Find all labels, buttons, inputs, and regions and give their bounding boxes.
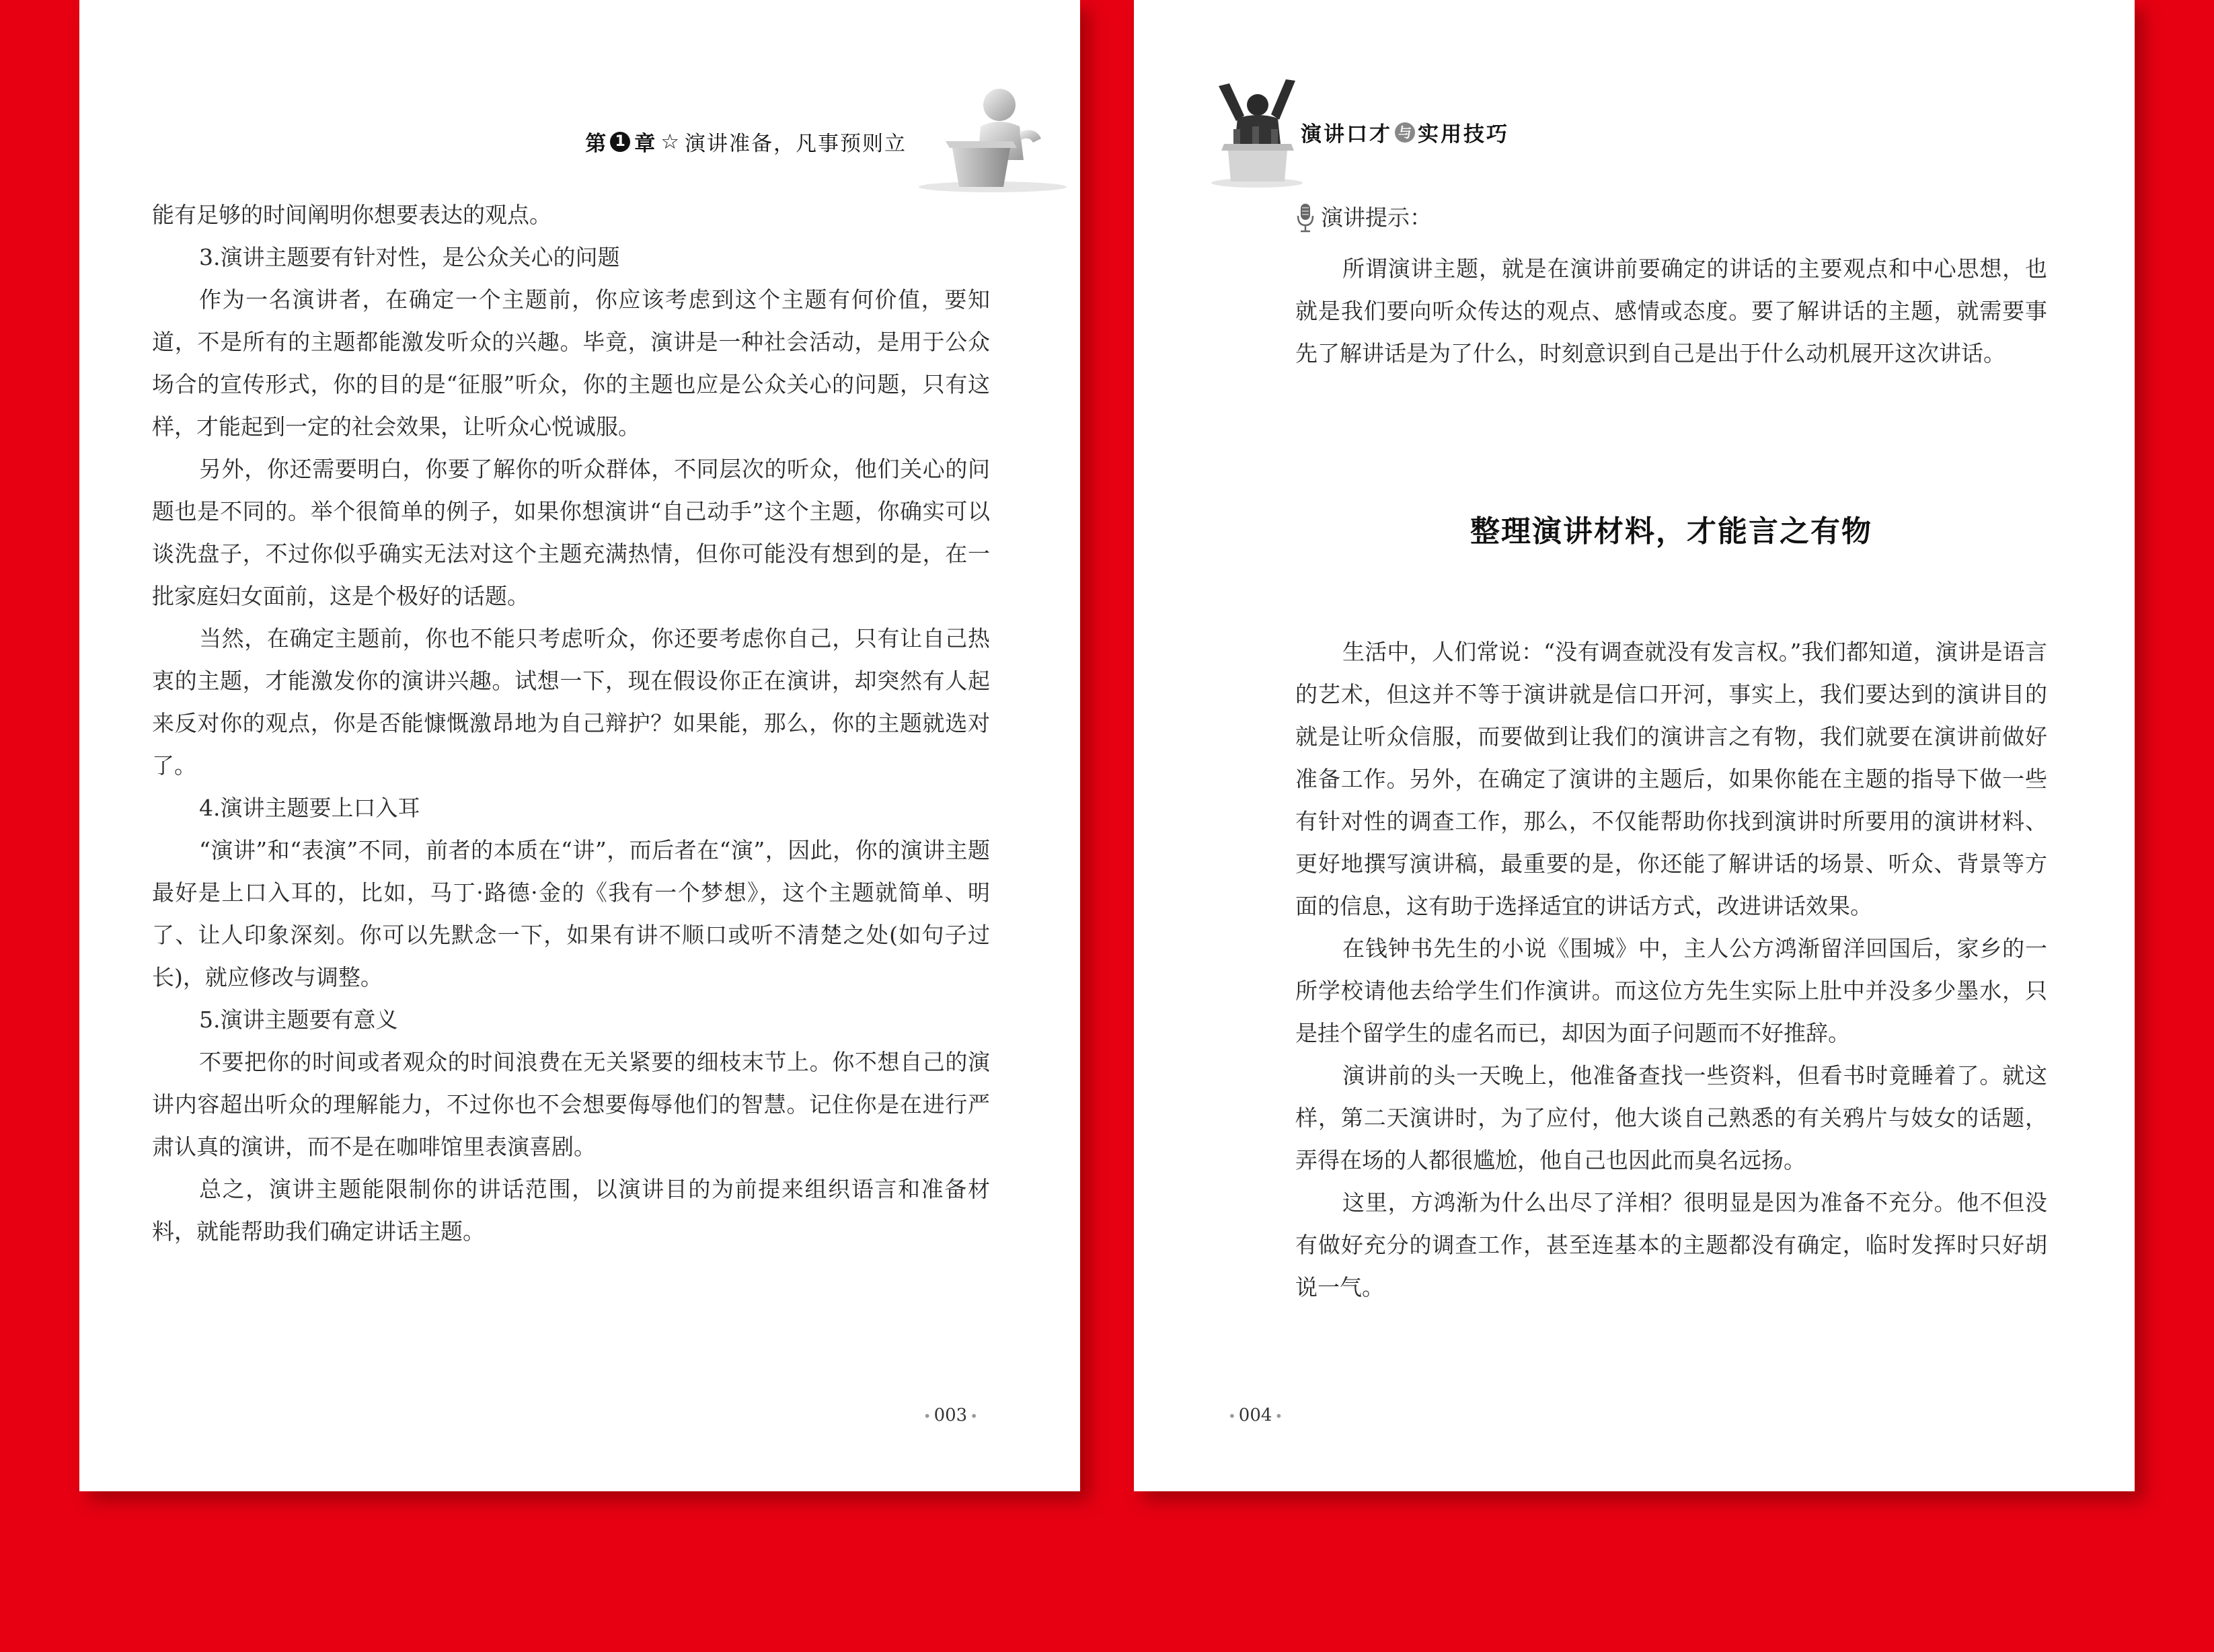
star-icon: ☆: [660, 129, 679, 154]
tip-label-text: 演讲提示：: [1321, 204, 1432, 231]
right-running-header: [1301, 117, 1509, 147]
page-number-value: 003: [933, 1405, 968, 1425]
page-number: • 003 •: [923, 1405, 978, 1425]
paragraph: 当然，在确定主题前，你也不能只考虑听众，你还要考虑你自己，只有让自己热衷的主题，才能激发你的演讲兴趣。试想一下，现在假设你正在演讲，却突然有人起来反对你的观点，你是否能慷慨激昂地为自己辩护？如果能，那么，你的主题就选对了。: [152, 625, 990, 779]
speech-tip-label: [1295, 198, 1432, 238]
left-body-text: [152, 194, 990, 1253]
paragraph: 能有足够的时间阐明你想要表达的观点。: [152, 202, 551, 228]
book-title-part1: 演讲口才: [1301, 122, 1392, 147]
paragraph: 在钱钟书先生的小说《围城》中，主人公方鸿渐留洋回国后，家乡的一所学校请他去给学生们作演讲。而这位方先生实际上肚中并没多少墨水，只是挂个留学生的虚名而已，却因为面子问题而不好推辞。: [1295, 935, 2047, 1046]
section-heading: 整理演讲材料，才能言之有物: [1470, 514, 1872, 549]
speaker-at-podium-figure: [899, 79, 1073, 194]
left-page: [79, 0, 1080, 1491]
tip-body-text: [1295, 247, 2047, 375]
cheering-speaker-figure: [1207, 74, 1307, 188]
paragraph: 这里，方鸿渐为什么出尽了洋相？很明显是因为准备不充分。他不但没有做好充分的调查工作，甚至连基本的主题都没有确定，临时发挥时只好胡说一气。: [1295, 1189, 2047, 1300]
subheading: 5.演讲主题要有意义: [199, 1007, 398, 1033]
chapter-prefix: 第: [585, 132, 607, 156]
right-page: [1134, 0, 2135, 1491]
chapter-suffix: 章: [634, 132, 656, 156]
chapter-number-badge: 1: [610, 132, 630, 152]
chapter-title: 演讲准备，凡事预则立: [685, 132, 907, 156]
paragraph: “演讲”和“表演”不同，前者的本质在“讲”，而后者在“演”，因此，你的演讲主题最好是上口入耳的，比如，马丁·路德·金的《我有一个梦想》，这个主题就简单、明了、让人印象深刻。你可以先默念一下，如果有讲不顺口或听不清楚之处(如句子过长)，就应修改与调整。: [152, 837, 990, 990]
left-running-header: [585, 126, 907, 157]
book-title-conj-badge: 与: [1395, 122, 1415, 143]
page-number-value: 004: [1238, 1405, 1272, 1425]
subheading: 3.演讲主题要有针对性，是公众关心的问题: [199, 244, 620, 270]
paragraph: 不要把你的时间或者观众的时间浪费在无关紧要的细枝末节上。你不想自己的演讲内容超出听众的理解能力，不过你也不会想要侮辱他们的智慧。记住你是在进行严肃认真的演讲，而不是在咖啡馆里表演喜剧。: [152, 1049, 990, 1160]
paragraph: 演讲前的头一天晚上，他准备查找一些资料，但看书时竟睡着了。就这样，第二天演讲时，为了应付，他大谈自己熟悉的有关鸦片与妓女的话题，弄得在场的人都很尴尬，他自己也因此而臭名远扬。: [1295, 1062, 2047, 1173]
microphone-icon: [1295, 202, 1315, 233]
subheading: 4.演讲主题要上口入耳: [199, 795, 420, 821]
paragraph: 生活中，人们常说：“没有调查就没有发言权。”我们都知道，演讲是语言的艺术，但这并不等于演讲就是信口开河，事实上，我们要达到的演讲目的就是让听众信服，而要做到让我们的演讲言之有物，我们就要在演讲前做好准备工作。另外，在确定了演讲的主题后，如果你能在主题的指导下做一些有针对性的调查工作，那么，不仅能帮助你找到演讲时所要用的演讲材料、更好地撰写演讲稿，最重要的是，你还能了解讲话的场景、听众、背景等方面的信息，这有助于选择适宜的讲话方式，改进讲话效果。: [1295, 639, 2047, 919]
paragraph: 作为一名演讲者，在确定一个主题前，你应该考虑到这个主题有何价值，要知道，不是所有的主题都能激发听众的兴趣。毕竟，演讲是一种社会活动，是用于公众场合的宣传形式，你的目的是“征服”听众，你的主题也应是公众关心的问题，只有这样，才能起到一定的社会效果，让听众心悦诚服。: [152, 286, 990, 440]
book-title-part2: 实用技巧: [1418, 122, 1509, 147]
paragraph: 另外，你还需要明白，你要了解你的听众群体，不同层次的听众，他们关心的问题也是不同的。举个很简单的例子，如果你想演讲“自己动手”这个主题，你确实可以谈洗盘子，不过你似乎确实无法对这个主题充满热情，但你可能没有想到的是，在一批家庭妇女面前，这是个极好的话题。: [152, 456, 990, 609]
page-number: • 004 •: [1228, 1405, 1283, 1425]
paragraph: 总之，演讲主题能限制你的讲话范围，以演讲目的为前提来组织语言和准备材料，就能帮助我们确定讲话主题。: [152, 1176, 990, 1245]
paragraph: 所谓演讲主题，就是在演讲前要确定的讲话的主要观点和中心思想，也就是我们要向听众传达的观点、感情或态度。要了解讲话的主题，就需要事先了解讲话是为了什么，时刻意识到自己是出于什么动机展开这次讲话。: [1295, 255, 2047, 366]
right-body-text: [1295, 631, 2047, 1308]
